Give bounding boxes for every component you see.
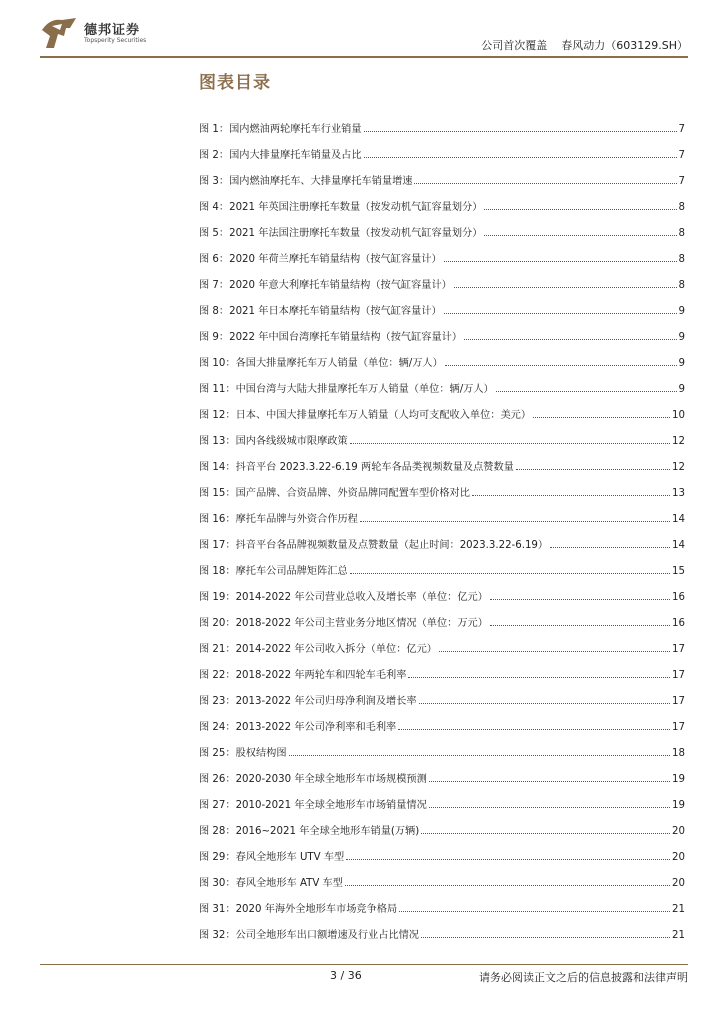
toc-leader-dots — [490, 599, 670, 600]
toc-item-page: 12 — [672, 436, 685, 447]
toc-item-label: 图 17：抖音平台各品牌视频数量及点赞数量（起止时间：2023.3.22-6.19） — [199, 540, 549, 551]
toc-item-label: 图 5：2021 年法国注册摩托车数量（按发动机气缸容量划分） — [199, 228, 483, 239]
toc-item-page: 7 — [678, 176, 685, 187]
toc-item[interactable] — [199, 629, 685, 655]
toc-item-label: 图 4：2021 年英国注册摩托车数量（按发动机气缸容量划分） — [199, 202, 483, 213]
toc-item[interactable] — [199, 863, 685, 889]
toc-item[interactable] — [199, 525, 685, 551]
toc-leader-dots — [419, 703, 670, 704]
toc-leader-dots — [350, 573, 670, 574]
toc-leader-dots — [364, 157, 677, 158]
toc-leader-dots — [289, 755, 671, 756]
toc-item[interactable] — [199, 785, 685, 811]
company-logo — [40, 16, 160, 50]
toc-item[interactable] — [199, 837, 685, 863]
toc-item[interactable] — [199, 395, 685, 421]
toc-item-page: 8 — [678, 254, 685, 265]
toc-leader-dots — [398, 729, 670, 730]
logo-english-name: Topsperity Securities — [84, 37, 147, 44]
company-name: 春风动力（603129.SH） — [561, 39, 688, 52]
toc-item-label: 图 14：抖音平台 2023.3.22-6.19 两轮车各品类视频数量及点赞数量 — [199, 462, 514, 473]
toc-item-label: 图 10：各国大排量摩托车万人销量（单位：辆/万人） — [199, 358, 443, 369]
toc-item-label: 图 30：春风全地形车 ATV 车型 — [199, 878, 343, 889]
toc-leader-dots — [360, 521, 670, 522]
toc-leader-dots — [550, 547, 670, 548]
toc-item-page: 18 — [672, 748, 685, 759]
page-header — [0, 0, 724, 62]
toc-item-page: 14 — [672, 540, 685, 551]
toc-item[interactable] — [199, 473, 685, 499]
toc-item-page: 19 — [672, 774, 685, 785]
toc-item-label: 图 9：2022 年中国台湾摩托车销量结构（按气缸容量计） — [199, 332, 463, 343]
toc-leader-dots — [454, 287, 677, 288]
toc-item-label: 图 31：2020 年海外全地形车市场竞争格局 — [199, 904, 398, 915]
toc-item[interactable] — [199, 603, 685, 629]
toc-item-page: 15 — [672, 566, 685, 577]
toc-item-label: 图 12：日本、中国大排量摩托车万人销量（人均可支配收入单位：美元） — [199, 410, 532, 421]
toc-leader-dots — [429, 781, 670, 782]
toc-item-label: 图 15：国产品牌、合资品牌、外资品牌同配置车型价格对比 — [199, 488, 470, 499]
toc-leader-dots — [350, 443, 670, 444]
toc-item-page: 14 — [672, 514, 685, 525]
toc-item-page: 10 — [672, 410, 685, 421]
toc-item[interactable] — [199, 421, 685, 447]
toc-item-label: 图 24：2013-2022 年公司净利率和毛利率 — [199, 722, 397, 733]
toc-item-label: 图 11：中国台湾与大陆大排量摩托车万人销量（单位：辆/万人） — [199, 384, 494, 395]
toc-leader-dots — [464, 339, 677, 340]
toc-item[interactable] — [199, 655, 685, 681]
toc-item[interactable] — [199, 135, 685, 161]
toc-item-page: 7 — [678, 150, 685, 161]
toc-item-page: 21 — [672, 904, 685, 915]
toc-item-label: 图 29：春风全地形车 UTV 车型 — [199, 852, 345, 863]
toc-item-label: 图 25：股权结构图 — [199, 748, 287, 759]
toc-item-page: 20 — [672, 826, 685, 837]
toc-item-label: 图 1：国内燃油两轮摩托车行业销量 — [199, 124, 362, 135]
toc-leader-dots — [345, 885, 670, 886]
toc-item[interactable] — [199, 317, 685, 343]
toc-item-page: 9 — [678, 384, 685, 395]
toc-item-label: 图 19：2014-2022 年公司营业总收入及增长率（单位：亿元） — [199, 592, 488, 603]
toc-leader-dots — [445, 365, 677, 366]
logo-chinese-name: 德邦证券 — [84, 23, 141, 38]
toc-item-page: 20 — [672, 878, 685, 889]
toc-item[interactable] — [199, 889, 685, 915]
toc-item-page: 7 — [678, 124, 685, 135]
toc-item[interactable] — [199, 187, 685, 213]
toc-leader-dots — [444, 261, 677, 262]
toc-item-label: 图 23：2013-2022 年公司归母净利润及增长率 — [199, 696, 417, 707]
toc-item[interactable] — [199, 551, 685, 577]
toc-item-label: 图 6：2020 年荷兰摩托车销量结构（按气缸容量计） — [199, 254, 442, 265]
toc-item-page: 21 — [672, 930, 685, 941]
toc-item[interactable] — [199, 733, 685, 759]
toc-item[interactable] — [199, 811, 685, 837]
header-report-info — [481, 37, 688, 53]
toc-item[interactable] — [199, 109, 685, 135]
toc-item-page: 17 — [672, 722, 685, 733]
toc-list — [199, 109, 685, 941]
toc-item[interactable] — [199, 161, 685, 187]
toc-item-label: 图 21：2014-2022 年公司收入拆分（单位：亿元） — [199, 644, 437, 655]
toc-item[interactable] — [199, 577, 685, 603]
toc-item[interactable] — [199, 707, 685, 733]
toc-item-label: 图 16：摩托车品牌与外资合作历程 — [199, 514, 358, 525]
toc-item[interactable] — [199, 343, 685, 369]
toc-leader-dots — [421, 833, 670, 834]
toc-item-page: 20 — [672, 852, 685, 863]
toc-leader-dots — [414, 183, 676, 184]
toc-leader-dots — [408, 677, 670, 678]
toc-title: 图表目录 — [199, 73, 271, 93]
toc-item-page: 17 — [672, 670, 685, 681]
toc-item-page: 9 — [678, 358, 685, 369]
logo-mark-icon — [40, 16, 78, 50]
toc-leader-dots — [399, 911, 670, 912]
toc-item-label: 图 7：2020 年意大利摩托车销量结构（按气缸容量计） — [199, 280, 452, 291]
footer-disclaimer: 请务必阅读正文之后的信息披露和法律声明 — [479, 971, 688, 984]
footer-divider — [40, 964, 688, 965]
toc-item-page: 16 — [672, 618, 685, 629]
toc-leader-dots — [484, 209, 676, 210]
toc-leader-dots — [490, 625, 670, 626]
toc-leader-dots — [516, 469, 670, 470]
toc-item[interactable] — [199, 915, 685, 941]
toc-item[interactable] — [199, 369, 685, 395]
toc-item-page: 8 — [678, 280, 685, 291]
toc-item-page: 9 — [678, 306, 685, 317]
toc-item-label: 图 32：公司全地形车出口额增速及行业占比情况 — [199, 930, 419, 941]
toc-item-label: 图 2：国内大排量摩托车销量及占比 — [199, 150, 362, 161]
toc-item[interactable] — [199, 291, 685, 317]
toc-item-page: 8 — [678, 228, 685, 239]
toc-leader-dots — [496, 391, 677, 392]
toc-item-label: 图 3：国内燃油摩托车、大排量摩托车销量增速 — [199, 176, 413, 187]
toc-item-label: 图 20：2018-2022 年公司主营业务分地区情况（单位：万元） — [199, 618, 488, 629]
toc-item-page: 16 — [672, 592, 685, 603]
toc-leader-dots — [533, 417, 670, 418]
toc-leader-dots — [484, 235, 676, 236]
toc-item-label: 图 26：2020-2030 年全球全地形车市场规模预测 — [199, 774, 427, 785]
toc-item-page: 13 — [672, 488, 685, 499]
toc-item-label: 图 22：2018-2022 年两轮车和四轮车毛利率 — [199, 670, 407, 681]
toc-item-label: 图 18：摩托车公司品牌矩阵汇总 — [199, 566, 348, 577]
toc-item-label: 图 8：2021 年日本摩托车销量结构（按气缸容量计） — [199, 306, 442, 317]
toc-leader-dots — [444, 313, 677, 314]
toc-leader-dots — [429, 807, 670, 808]
toc-item[interactable] — [199, 499, 685, 525]
toc-item[interactable] — [199, 239, 685, 265]
toc-leader-dots — [439, 651, 670, 652]
toc-leader-dots — [472, 495, 670, 496]
page-number: 3 / 36 — [330, 969, 362, 982]
toc-item[interactable] — [199, 213, 685, 239]
toc-leader-dots — [364, 131, 677, 132]
toc-item-label: 图 28：2016~2021 年全球全地形车销量(万辆) — [199, 826, 420, 837]
toc-item[interactable] — [199, 681, 685, 707]
toc-item-page: 17 — [672, 696, 685, 707]
toc-item-page: 9 — [678, 332, 685, 343]
toc-leader-dots — [346, 859, 670, 860]
toc-item-page: 8 — [678, 202, 685, 213]
toc-item-page: 17 — [672, 644, 685, 655]
toc-item-label: 图 13：国内各线级城市限摩政策 — [199, 436, 348, 447]
header-divider — [40, 56, 688, 58]
toc-item-label: 图 27：2010-2021 年全球全地形车市场销量情况 — [199, 800, 427, 811]
report-type: 公司首次覆盖 — [481, 39, 548, 52]
toc-item[interactable] — [199, 759, 685, 785]
toc-item[interactable] — [199, 447, 685, 473]
toc-item-page: 19 — [672, 800, 685, 811]
toc-item-page: 12 — [672, 462, 685, 473]
toc-item[interactable] — [199, 265, 685, 291]
toc-leader-dots — [421, 937, 670, 938]
